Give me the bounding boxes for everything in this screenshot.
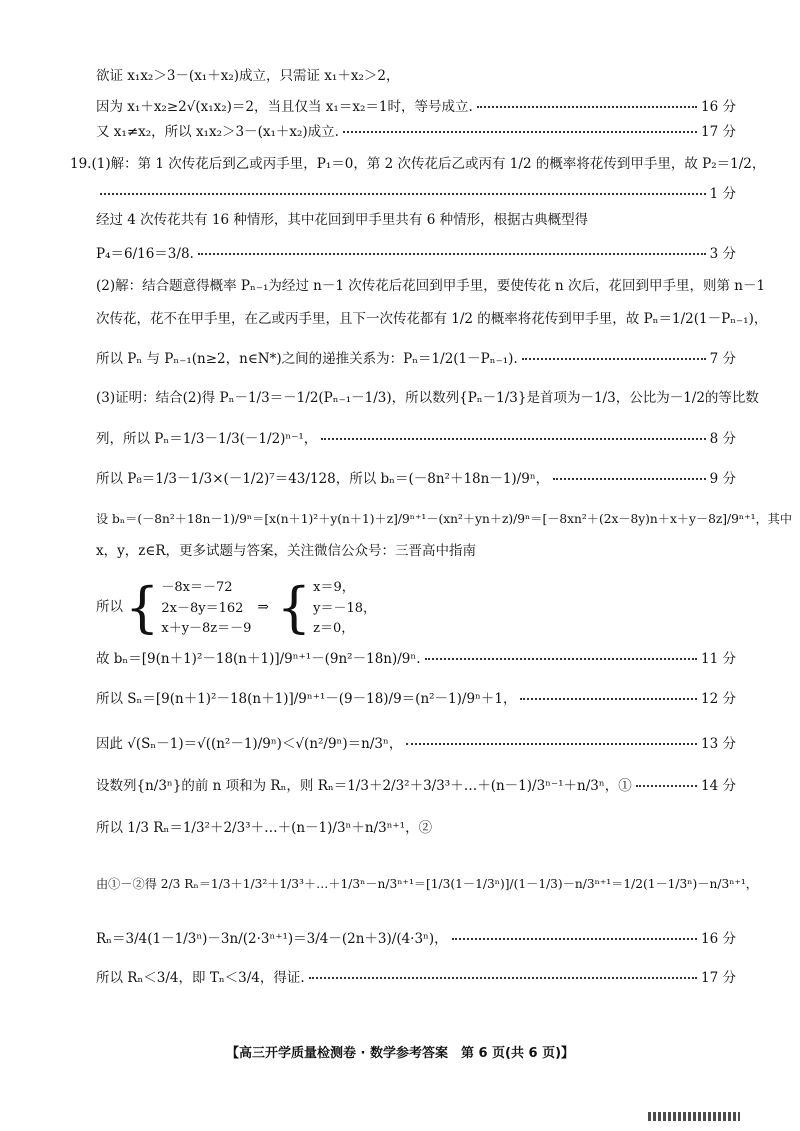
solution-line-7: P₄＝6/16＝3/8. 3 分 — [96, 246, 736, 262]
equation-system — [96, 576, 376, 639]
system-right-solutions: x＝9， y＝－18， z＝0， — [313, 580, 376, 636]
left-brace-icon: { — [125, 576, 160, 639]
barcode-stamp-icon — [648, 1112, 740, 1121]
solution-line-22: 由①－②得 2/3 Rₙ＝1/3＋1/3²＋1/3³＋…＋1/3ⁿ－n/3ⁿ⁺¹＝[1/3(1－1/3ⁿ)]/(1－1/3)－n/3ⁿ⁺¹＝1/2(1－1/3ⁿ)－n/3ⁿ⁺¹， — [96, 877, 758, 891]
solution-line-14: 设 bₙ＝(－8n²＋18n－1)/9ⁿ＝[x(n＋1)²＋y(n＋1)＋z]/9ⁿ⁺¹－(xn²＋yn＋z)/9ⁿ＝[－8xn²＋(2x－8y)n＋x＋y－8z]/9ⁿ⁺¹，其中 — [96, 512, 793, 526]
solution-line-18: 所以 Sₙ＝[9(n＋1)²－18(n＋1)]/9ⁿ⁺¹－(9－18)/9＝(n²－1)/9ⁿ＋1， 12 分 — [96, 691, 736, 707]
solution-line-5 — [96, 188, 736, 202]
implies-arrow: ⇒ — [257, 599, 269, 616]
score-mark: 14 分 — [701, 778, 736, 794]
solution-line-11: (3)证明：结合(2)得 Pₙ－1/3＝－1/2(Pₙ₋₁－1/3)，所以数列{Pₙ－1/3}是首项为－1/3，公比为－1/2的等比数 — [96, 390, 759, 406]
score-mark: 11 分 — [701, 651, 736, 667]
solution-line-24: 所以 Rₙ＜3/4，即 Tₙ＜3/4，得证. 17 分 — [96, 970, 736, 986]
solution-line-1: 欲证 x₁x₂＞3－(x₁＋x₂)成立，只需证 x₁＋x₂＞2， — [96, 68, 400, 84]
page-footer: 【高三开学质量检测卷 · 数学参考答案 第 6 页(共 6 页)】 — [225, 1046, 575, 1061]
score-mark: 1 分 — [709, 186, 736, 202]
solution-line-23: Rₙ＝3/4(1－1/3ⁿ)－3n/(2·3ⁿ⁺¹)＝3/4－(2n＋3)/(4·3ⁿ)， 16 分 — [96, 931, 736, 947]
solution-line-6: 经过 4 次传花共有 16 种情形，其中花回到甲手里共有 6 种情形，根据古典概型得 — [96, 212, 589, 228]
solution-line-9: 次传花，花不在甲手里，在乙或丙手里，且下一次传花都有 1/2 的概率将花传到甲手里，故 Pₙ＝1/2(1－Pₙ₋₁)， — [96, 311, 768, 327]
solution-line-3: 又 x₁≠x₂，所以 x₁x₂＞3－(x₁＋x₂)成立. 17 分 — [96, 124, 736, 140]
solution-line-13: 所以 P₈＝1/3－1/3×(－1/2)⁷＝43/128，所以 bₙ＝(－8n²＋18n－1)/9ⁿ， 9 分 — [96, 471, 736, 487]
score-mark: 17 分 — [701, 124, 736, 140]
system-left-equations: －8x＝－72 2x－8y＝162 x＋y－8z＝－9 — [161, 580, 252, 636]
solution-line-21: 所以 1/3 Rₙ＝1/3²＋2/3³＋…＋(n－1)/3ⁿ＋n/3ⁿ⁺¹，② — [96, 820, 433, 836]
solution-line-4: 19.(1)解：第 1 次传花后到乙或丙手里，P₁＝0，第 2 次传花后乙或丙有 1/2 的概率将花传到甲手里，故 P₂＝1/2， — [70, 156, 766, 172]
solution-line-12: 列，所以 Pₙ＝1/3－1/3(－1/2)ⁿ⁻¹， 8 分 — [96, 431, 736, 447]
score-mark: 13 分 — [701, 736, 736, 752]
score-mark: 3 分 — [709, 246, 736, 262]
solution-line-10: 所以 Pₙ 与 Pₙ₋₁(n≥2，n∈N*)之间的递推关系为：Pₙ＝1/2(1－Pₙ₋₁). 7 分 — [96, 351, 736, 367]
left-brace-icon: { — [276, 576, 312, 639]
solution-line-19: 因此 √(Sₙ－1)＝√((n²－1)/9ⁿ)＜√(n²/9ⁿ)＝n/3ⁿ， 13 分 — [96, 736, 736, 752]
score-mark: 12 分 — [701, 691, 736, 707]
score-mark: 17 分 — [701, 970, 736, 986]
score-mark: 16 分 — [701, 99, 736, 115]
solution-line-2: 因为 x₁＋x₂≥2√(x₁x₂)＝2，当且仅当 x₁＝x₂＝1时，等号成立. 16 分 — [96, 99, 736, 115]
system-label: 所以 — [96, 599, 123, 616]
solution-line-15: x，y，z∈R，更多试题与答案，关注微信公众号：三晋高中指南 — [96, 543, 477, 559]
score-mark: 7 分 — [709, 351, 736, 367]
solution-line-8: (2)解：结合题意得概率 Pₙ₋₁为经过 n－1 次传花后花回到甲手里，要使传花 n 次后，花回到甲手里，则第 n－1 — [96, 278, 766, 294]
score-mark: 9 分 — [709, 471, 736, 487]
solution-line-17: 故 bₙ＝[9(n＋1)²－18(n＋1)]/9ⁿ⁺¹－(9n²－18n)/9ⁿ. 11 分 — [96, 651, 736, 667]
solution-line-20: 设数列{n/3ⁿ}的前 n 项和为 Rₙ，则 Rₙ＝1/3＋2/3²＋3/3³＋…＋(n－1)/3ⁿ⁻¹＋n/3ⁿ，① 14 分 — [96, 778, 736, 794]
score-mark: 8 分 — [709, 431, 736, 447]
score-mark: 16 分 — [701, 931, 736, 947]
